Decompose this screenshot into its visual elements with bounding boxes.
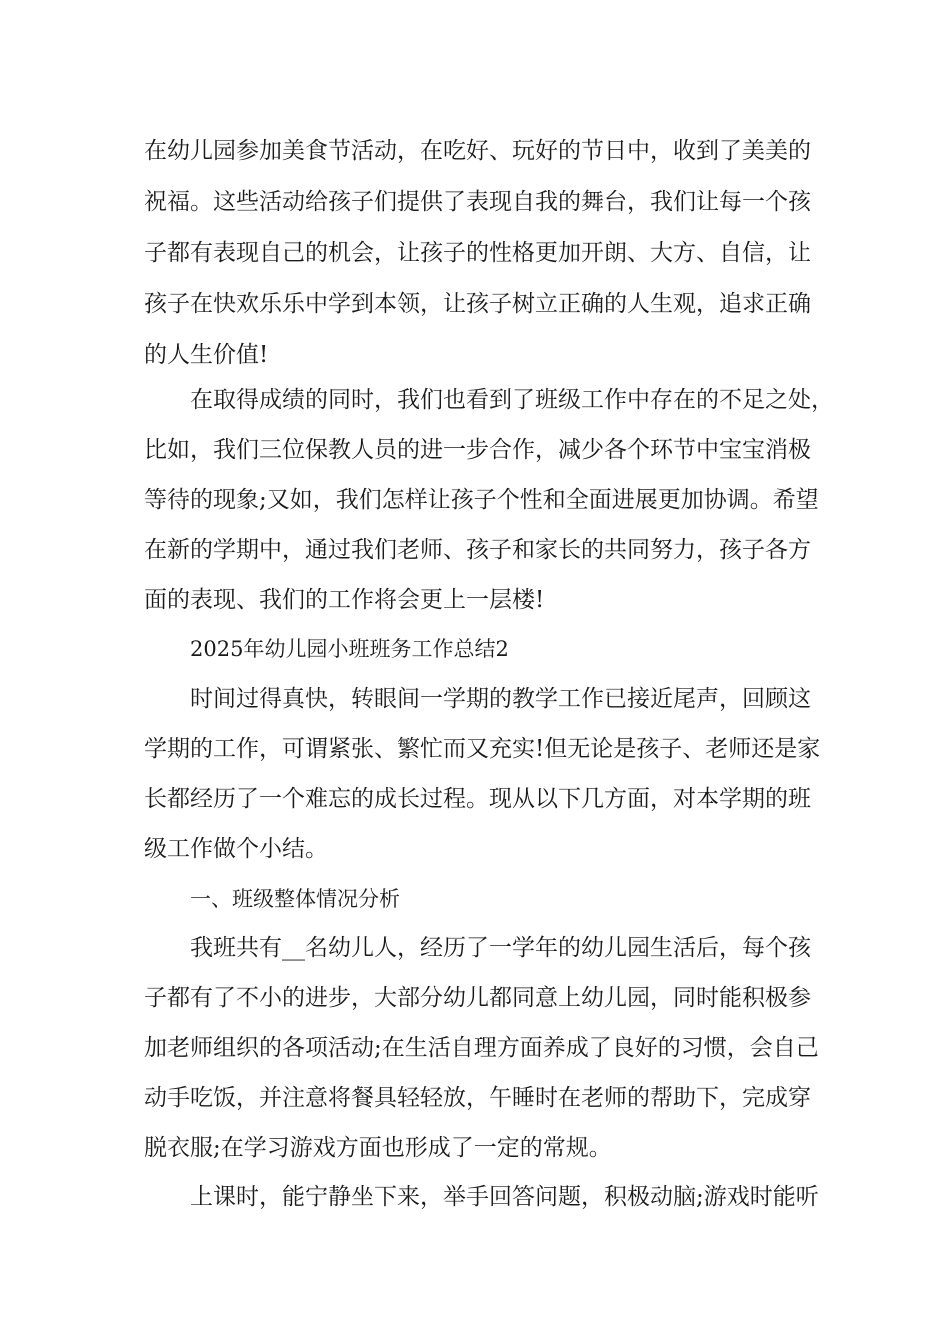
paragraph-line: 孩子在快欢乐乐中学到本领，让孩子树立正确的人生观，追求正确 xyxy=(144,291,811,317)
paragraph-line: 我班共有__名幼儿人，经历了一学年的幼儿园生活后，每个孩 xyxy=(190,935,811,961)
paragraph-line: 子都有表现自己的机会，让孩子的性格更加开朗、大方、自信，让 xyxy=(144,240,811,266)
paragraph-line: 学期的工作，可谓紧张、繁忙而又充实!但无论是孩子、老师还是家 xyxy=(144,736,821,762)
paragraph-line: 子都有了不小的进步，大部分幼儿都同意上幼儿园，同时能积极参 xyxy=(144,985,811,1011)
paragraph-line: 上课时，能宁静坐下来，举手回答问题，积极动脑;游戏时能听 xyxy=(190,1184,819,1210)
paragraph-line: 面的表现、我们的工作将会更上一层楼! xyxy=(144,587,545,613)
section-subheading: 一、班级整体情况分析 xyxy=(190,887,400,911)
paragraph-line: 长都经历了一个难忘的成长过程。现从以下几方面，对本学期的班 xyxy=(144,786,811,812)
paragraph-line: 祝福。这些活动给孩子们提供了表现自我的舞台，我们让每一个孩 xyxy=(144,189,811,215)
paragraph-line: 动手吃饭，并注意将餐具轻轻放，午睡时在老师的帮助下，完成穿 xyxy=(144,1085,811,1111)
paragraph-line: 在幼儿园参加美食节活动，在吃好、玩好的节日中，收到了美美的 xyxy=(144,138,811,164)
paragraph-line: 时间过得真快，转眼间一学期的教学工作已接近尾声，回顾这 xyxy=(190,686,811,712)
paragraph-line: 比如，我们三位保教人员的进一步合作，减少各个环节中宝宝消极 xyxy=(144,437,811,463)
paragraph-line: 的人生价值! xyxy=(144,342,269,368)
paragraph-line: 等待的现象;又如，我们怎样让孩子个性和全面进展更加协调。希望 xyxy=(144,487,819,513)
section-title: 2025年幼儿园小班班务工作总结2 xyxy=(190,637,509,661)
paragraph-line: 脱衣服;在学习游戏方面也形成了一定的常规。 xyxy=(144,1135,612,1161)
paragraph-line: 级工作做个小结。 xyxy=(144,836,328,862)
paragraph-line: 加老师组织的各项活动;在生活自理方面养成了良好的习惯，会自己 xyxy=(144,1035,819,1061)
paragraph-line: 在取得成绩的同时，我们也看到了班级工作中存在的不足之处， xyxy=(190,387,834,413)
paragraph-line: 在新的学期中，通过我们老师、孩子和家长的共同努力，孩子各方 xyxy=(144,537,811,563)
